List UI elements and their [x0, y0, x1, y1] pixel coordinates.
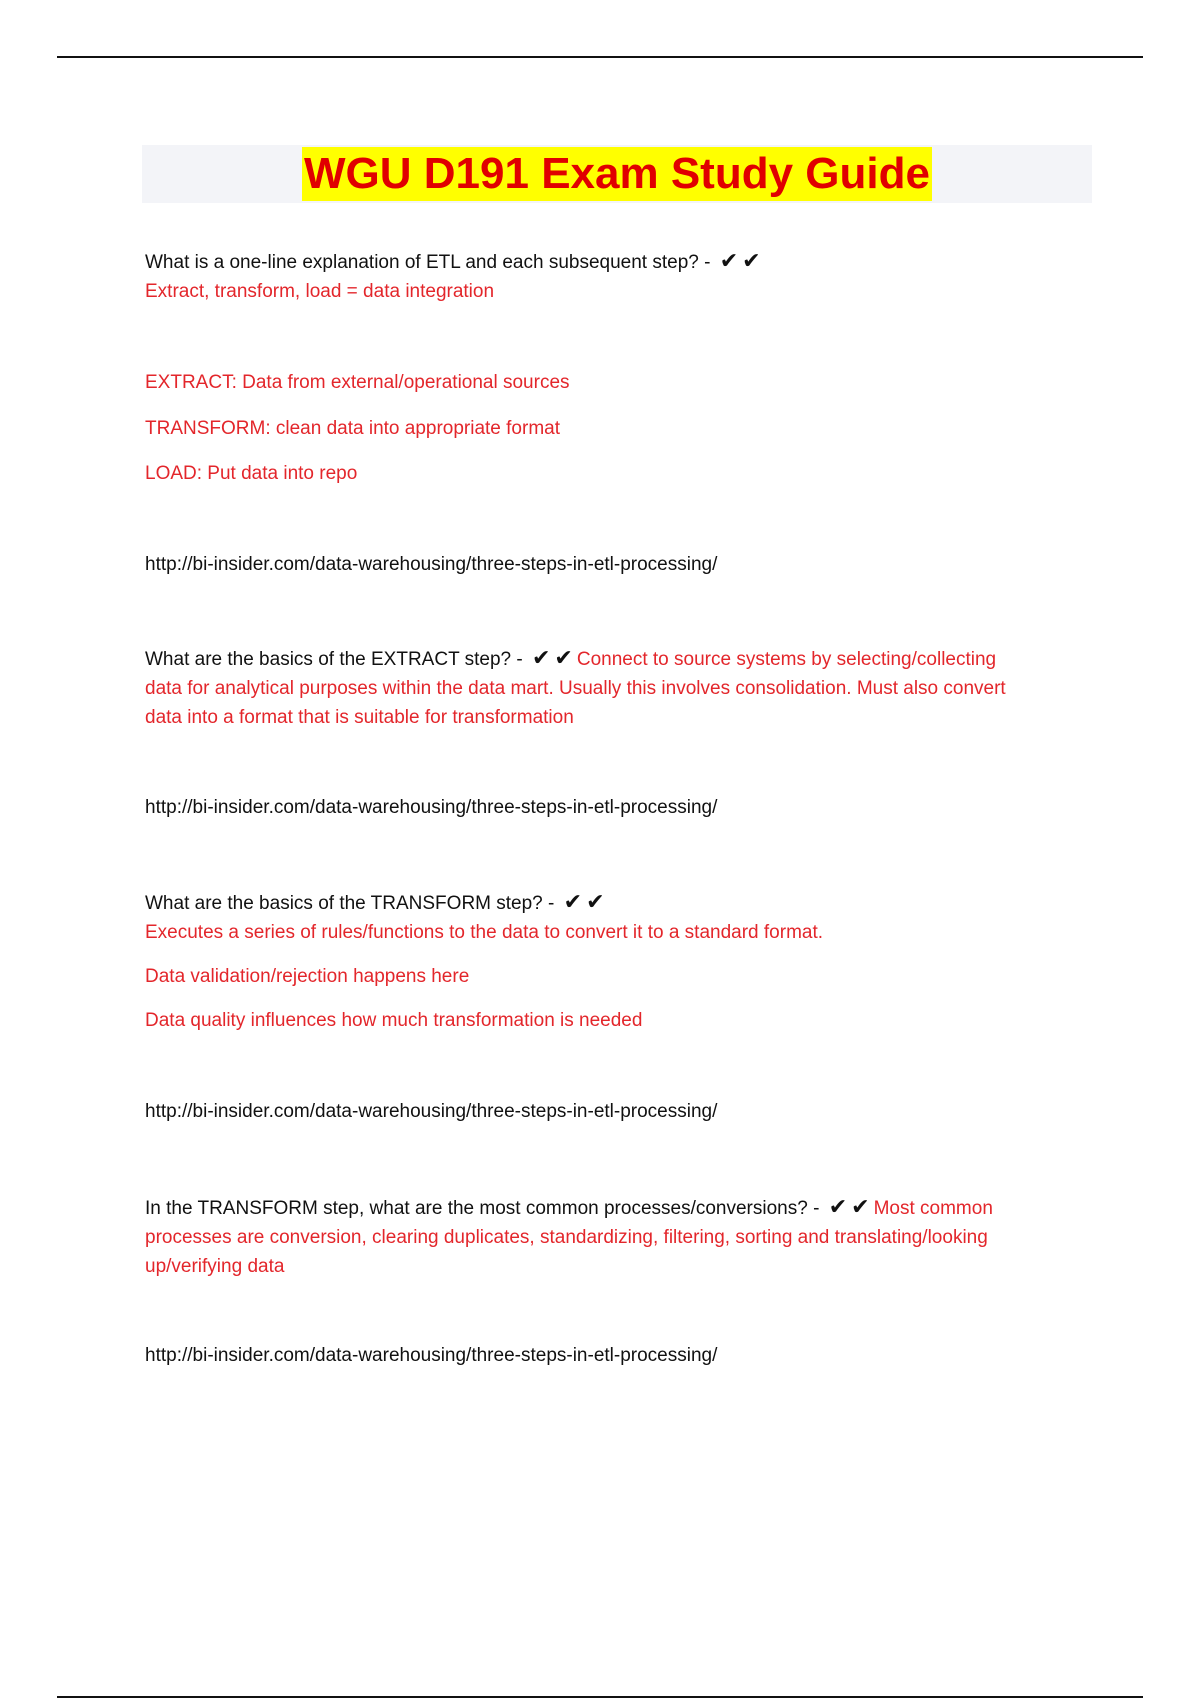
question-3: What are the basics of the TRANSFORM step? -	[145, 893, 555, 914]
qa-block-3	[145, 887, 1085, 947]
qa-block-2	[145, 643, 1085, 732]
answer-1-line-3: TRANSFORM: clean data into appropriate format	[145, 418, 561, 439]
bottom-rule	[57, 1696, 1143, 1698]
qa-block-1	[145, 246, 1085, 306]
answer-2-part-3: data into a format that is suitable for transformation	[145, 707, 574, 728]
reference-link-2[interactable]: http://bi-insider.com/data-warehousing/three-steps-in-etl-processing/	[145, 797, 718, 818]
question-4: In the TRANSFORM step, what are the most common processes/conversions? -	[145, 1198, 820, 1219]
answer-4-part-3: up/verifying data	[145, 1256, 285, 1277]
answer-1-line-1: Extract, transform, load = data integration	[145, 281, 495, 302]
reference-link-1[interactable]: http://bi-insider.com/data-warehousing/three-steps-in-etl-processing/	[145, 554, 718, 575]
page-title: WGU D191 Exam Study Guide	[302, 147, 932, 201]
answer-3-line-3: Data quality influences how much transformation is needed	[145, 1010, 643, 1031]
answer-3-line-1: Executes a series of rules/functions to the data to convert it to a standard format.	[145, 922, 824, 943]
answer-1-line-2: EXTRACT: Data from external/operational sources	[145, 372, 570, 393]
top-rule	[57, 56, 1143, 58]
question-2: What are the basics of the EXTRACT step? -	[145, 649, 523, 670]
checkmark-icon: ✔✔	[563, 889, 609, 914]
checkmark-icon: ✔✔	[828, 1194, 874, 1219]
answer-2-part-1: Connect to source systems by selecting/collecting	[576, 649, 997, 670]
answer-4-part-1: Most common	[873, 1198, 993, 1219]
answer-3-line-2: Data validation/rejection happens here	[145, 966, 470, 987]
reference-link-4[interactable]: http://bi-insider.com/data-warehousing/three-steps-in-etl-processing/	[145, 1345, 718, 1366]
title-band	[142, 145, 1092, 203]
checkmark-icon: ✔✔	[531, 645, 577, 670]
answer-1-line-4: LOAD: Put data into repo	[145, 463, 358, 484]
answer-2-part-2: data for analytical purposes within the data mart. Usually this involves consolidation. Must also convert	[145, 678, 1006, 699]
qa-block-4	[145, 1192, 1085, 1281]
question-1: What is a one-line explanation of ETL and each subsequent step? -	[145, 252, 711, 273]
reference-link-3[interactable]: http://bi-insider.com/data-warehousing/three-steps-in-etl-processing/	[145, 1101, 718, 1122]
checkmark-icon: ✔✔	[719, 248, 765, 273]
answer-4-part-2: processes are conversion, clearing duplicates, standardizing, filtering, sorting and translating/looking	[145, 1227, 988, 1248]
